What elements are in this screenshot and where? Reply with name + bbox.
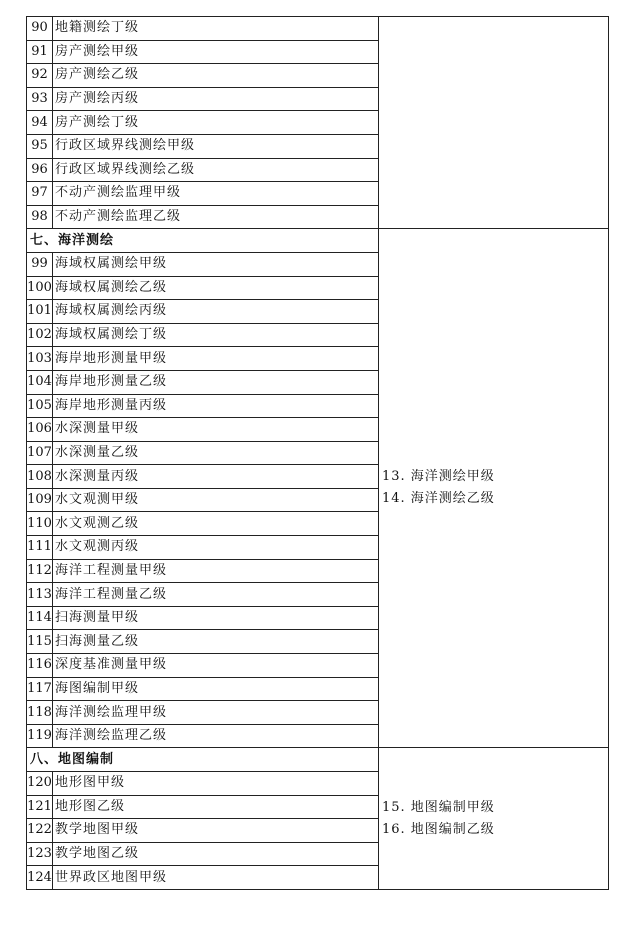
row-name: 房产测绘甲级: [53, 40, 379, 64]
row-number: 107: [27, 441, 53, 465]
row-number: 97: [27, 182, 53, 206]
row-number: 98: [27, 205, 53, 229]
row-number: 106: [27, 418, 53, 442]
row-number: 96: [27, 158, 53, 182]
row-number: 94: [27, 111, 53, 135]
row-name: 海域权属测绘丁级: [53, 323, 379, 347]
row-name: 房产测绘丙级: [53, 87, 379, 111]
qualification-table: [26, 16, 609, 890]
row-name: 教学地图甲级: [53, 819, 379, 843]
row-number: 95: [27, 134, 53, 158]
row-name: 海洋工程测量甲级: [53, 559, 379, 583]
row-number: 104: [27, 370, 53, 394]
row-number: 92: [27, 64, 53, 88]
row-number: 91: [27, 40, 53, 64]
row-name: 不动产测绘监理甲级: [53, 182, 379, 206]
table-body: [27, 17, 609, 890]
row-number: 112: [27, 559, 53, 583]
row-name: 房产测绘乙级: [53, 64, 379, 88]
row-number: 102: [27, 323, 53, 347]
row-name: 海域权属测绘甲级: [53, 252, 379, 276]
row-name: 海岸地形测量丙级: [53, 394, 379, 418]
qualification-cell-map: [379, 748, 609, 890]
row-name: 行政区域界线测绘甲级: [53, 134, 379, 158]
row-name: 地籍测绘丁级: [53, 17, 379, 41]
row-number: 121: [27, 795, 53, 819]
row-number: 113: [27, 583, 53, 607]
row-name: 扫海测量甲级: [53, 606, 379, 630]
row-name: 房产测绘丁级: [53, 111, 379, 135]
row-number: 122: [27, 819, 53, 843]
row-number: 99: [27, 252, 53, 276]
qualification-item: 14. 海洋测绘乙级: [382, 491, 495, 507]
row-name: 水文观测丙级: [53, 536, 379, 560]
row-name: 海域权属测绘乙级: [53, 276, 379, 300]
section-title-map: 八、地图编制: [27, 748, 379, 772]
row-name: 水深测量甲级: [53, 418, 379, 442]
row-number: 110: [27, 512, 53, 536]
row-name: 教学地图乙级: [53, 842, 379, 866]
row-name: 海岸地形测量乙级: [53, 370, 379, 394]
row-name: 扫海测量乙级: [53, 630, 379, 654]
section-header-row: [27, 229, 609, 253]
row-number: 111: [27, 536, 53, 560]
row-name: 海洋测绘监理甲级: [53, 701, 379, 725]
row-name: 海岸地形测量甲级: [53, 347, 379, 371]
row-name: 水文观测甲级: [53, 488, 379, 512]
row-number: 117: [27, 677, 53, 701]
row-number: 116: [27, 654, 53, 678]
row-name: 海洋测绘监理乙级: [53, 724, 379, 748]
row-number: 124: [27, 866, 53, 890]
row-number: 93: [27, 87, 53, 111]
row-name: 海图编制甲级: [53, 677, 379, 701]
row-name: 海洋工程测量乙级: [53, 583, 379, 607]
row-number: 109: [27, 488, 53, 512]
row-name: 行政区域界线测绘乙级: [53, 158, 379, 182]
row-name: 深度基准测量甲级: [53, 654, 379, 678]
row-number: 123: [27, 842, 53, 866]
row-name: 不动产测绘监理乙级: [53, 205, 379, 229]
row-number: 115: [27, 630, 53, 654]
row-number: 108: [27, 465, 53, 489]
row-number: 114: [27, 606, 53, 630]
section-header-row: [27, 748, 609, 772]
row-name: 海域权属测绘丙级: [53, 300, 379, 324]
qualification-item: 13. 海洋测绘甲级: [382, 469, 495, 485]
row-name: 地形图甲级: [53, 772, 379, 796]
row-number: 90: [27, 17, 53, 41]
table-row: [27, 17, 609, 41]
row-name: 地形图乙级: [53, 795, 379, 819]
row-name: 水深测量丙级: [53, 465, 379, 489]
row-number: 100: [27, 276, 53, 300]
section-title-marine: 七、海洋测绘: [27, 229, 379, 253]
row-name: 水文观测乙级: [53, 512, 379, 536]
row-number: 119: [27, 724, 53, 748]
qualification-cell-prev: [379, 17, 609, 229]
row-number: 118: [27, 701, 53, 725]
row-number: 103: [27, 347, 53, 371]
row-number: 105: [27, 394, 53, 418]
qualification-item: 15. 地图编制甲级: [382, 799, 495, 815]
qualification-cell-marine: [379, 229, 609, 748]
row-name: 世界政区地图甲级: [53, 866, 379, 890]
row-number: 101: [27, 300, 53, 324]
row-name: 水深测量乙级: [53, 441, 379, 465]
row-number: 120: [27, 772, 53, 796]
qualification-item: 16. 地图编制乙级: [382, 821, 495, 837]
